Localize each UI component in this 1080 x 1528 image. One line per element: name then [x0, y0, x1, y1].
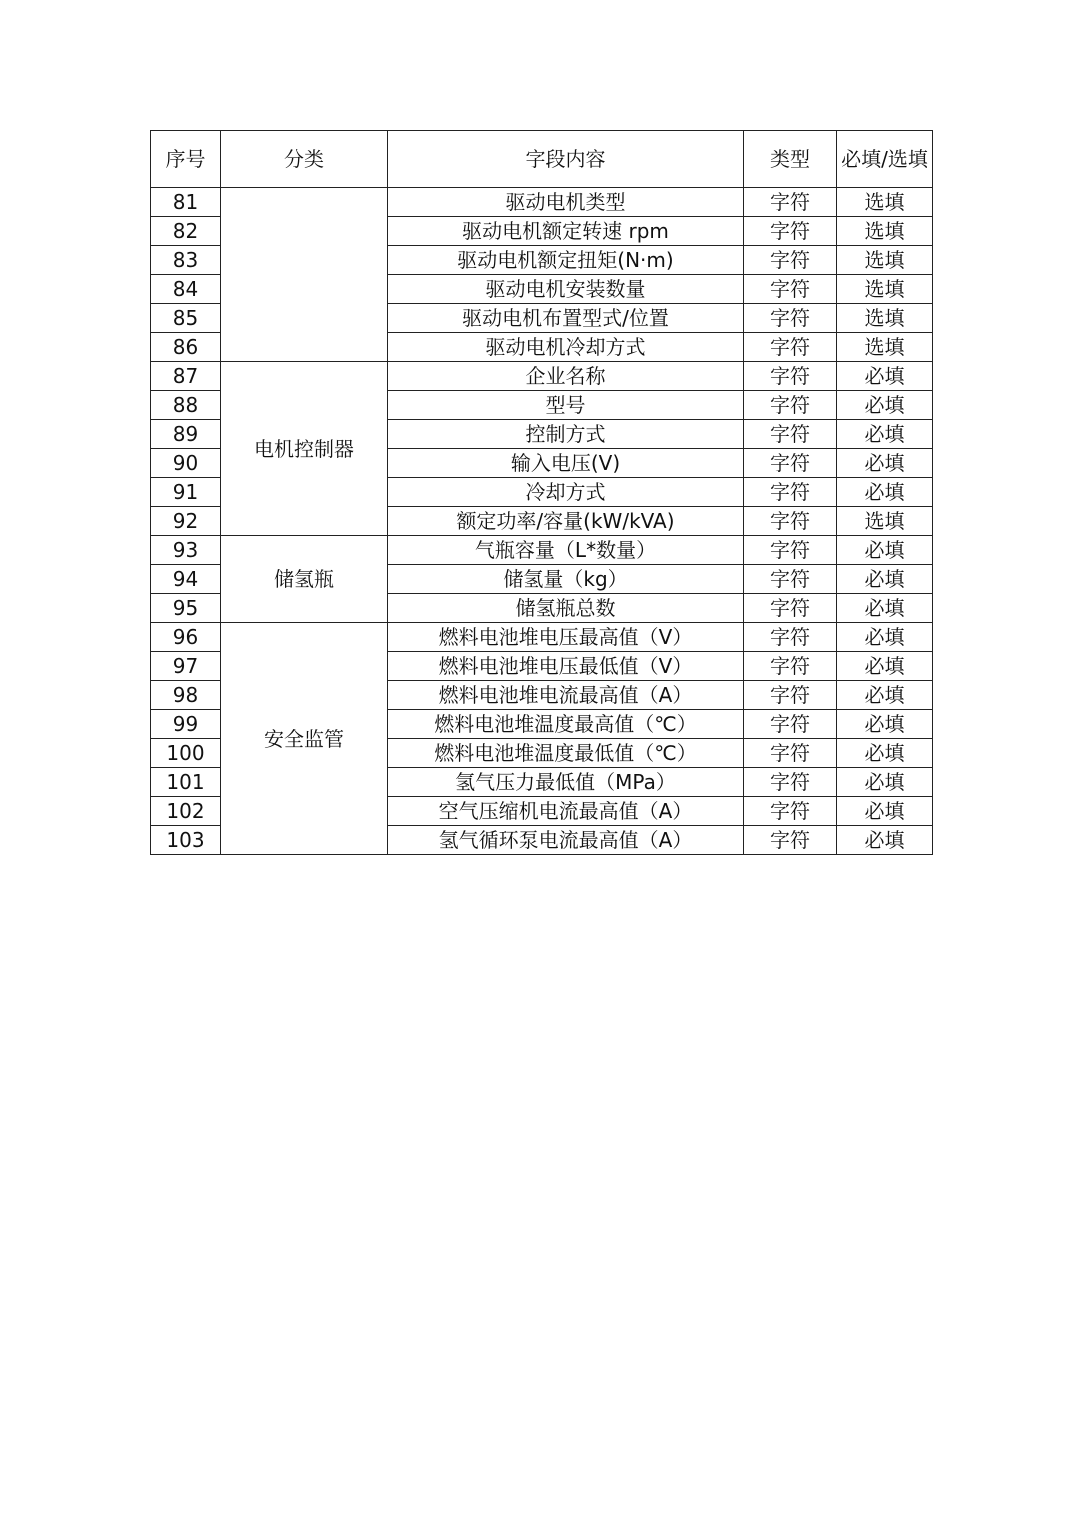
field-spec-table: [150, 130, 933, 855]
field-content: 型号: [388, 391, 744, 420]
field-content: 氢气压力最低值（MPa）: [388, 768, 744, 797]
header-type: 类型: [744, 131, 837, 188]
field-required: 必填: [837, 826, 933, 855]
field-type: 字符: [744, 565, 837, 594]
field-type: 字符: [744, 478, 837, 507]
table-header-row: [151, 131, 933, 188]
field-required: 必填: [837, 362, 933, 391]
field-required: 必填: [837, 710, 933, 739]
row-number: 98: [151, 681, 221, 710]
field-required: 必填: [837, 391, 933, 420]
row-number: 86: [151, 333, 221, 362]
field-content: 燃料电池堆电压最低值（V）: [388, 652, 744, 681]
field-content: 控制方式: [388, 420, 744, 449]
field-content: 储氢瓶总数: [388, 594, 744, 623]
field-type: 字符: [744, 623, 837, 652]
table-row: [151, 623, 933, 652]
field-required: 必填: [837, 681, 933, 710]
field-required: 选填: [837, 333, 933, 362]
row-number: 88: [151, 391, 221, 420]
field-required: 选填: [837, 507, 933, 536]
row-number: 101: [151, 768, 221, 797]
row-number: 97: [151, 652, 221, 681]
field-required: 选填: [837, 246, 933, 275]
field-required: 必填: [837, 797, 933, 826]
row-number: 85: [151, 304, 221, 333]
category-cell: 安全监管: [221, 623, 388, 855]
field-type: 字符: [744, 507, 837, 536]
field-required: 必填: [837, 594, 933, 623]
header-no: 序号: [151, 131, 221, 188]
field-type: 字符: [744, 449, 837, 478]
field-content: 企业名称: [388, 362, 744, 391]
row-number: 87: [151, 362, 221, 391]
category-cell: 电机控制器: [221, 362, 388, 536]
category-cell: [221, 188, 388, 362]
row-number: 94: [151, 565, 221, 594]
field-content: 燃料电池堆温度最低值（℃）: [388, 739, 744, 768]
field-type: 字符: [744, 710, 837, 739]
field-content: 冷却方式: [388, 478, 744, 507]
row-number: 99: [151, 710, 221, 739]
field-content: 输入电压(V): [388, 449, 744, 478]
row-number: 82: [151, 217, 221, 246]
field-required: 必填: [837, 623, 933, 652]
field-content: 驱动电机类型: [388, 188, 744, 217]
field-required: 必填: [837, 536, 933, 565]
row-number: 103: [151, 826, 221, 855]
field-content: 驱动电机安装数量: [388, 275, 744, 304]
field-required: 必填: [837, 652, 933, 681]
field-required: 必填: [837, 739, 933, 768]
field-content: 燃料电池堆电压最高值（V）: [388, 623, 744, 652]
field-type: 字符: [744, 652, 837, 681]
field-type: 字符: [744, 681, 837, 710]
field-type: 字符: [744, 739, 837, 768]
table-row: [151, 536, 933, 565]
row-number: 81: [151, 188, 221, 217]
row-number: 90: [151, 449, 221, 478]
field-type: 字符: [744, 826, 837, 855]
category-cell: 储氢瓶: [221, 536, 388, 623]
field-content: 额定功率/容量(kW/kVA): [388, 507, 744, 536]
field-type: 字符: [744, 275, 837, 304]
field-type: 字符: [744, 333, 837, 362]
row-number: 84: [151, 275, 221, 304]
header-required: 必填/选填: [837, 131, 933, 188]
table-row: [151, 362, 933, 391]
field-content: 驱动电机布置型式/位置: [388, 304, 744, 333]
row-number: 102: [151, 797, 221, 826]
field-content: 驱动电机额定扭矩(N·m): [388, 246, 744, 275]
field-type: 字符: [744, 188, 837, 217]
field-content: 燃料电池堆温度最高值（℃）: [388, 710, 744, 739]
row-number: 91: [151, 478, 221, 507]
field-type: 字符: [744, 420, 837, 449]
field-required: 选填: [837, 275, 933, 304]
header-category: 分类: [221, 131, 388, 188]
header-field: 字段内容: [388, 131, 744, 188]
row-number: 95: [151, 594, 221, 623]
row-number: 93: [151, 536, 221, 565]
row-number: 96: [151, 623, 221, 652]
field-type: 字符: [744, 391, 837, 420]
field-content: 储氢量（kg）: [388, 565, 744, 594]
field-content: 驱动电机额定转速 rpm: [388, 217, 744, 246]
row-number: 92: [151, 507, 221, 536]
field-content: 氢气循环泵电流最高值（A）: [388, 826, 744, 855]
field-required: 必填: [837, 478, 933, 507]
field-content: 空气压缩机电流最高值（A）: [388, 797, 744, 826]
row-number: 89: [151, 420, 221, 449]
table-row: [151, 188, 933, 217]
field-type: 字符: [744, 536, 837, 565]
field-required: 必填: [837, 768, 933, 797]
field-required: 必填: [837, 565, 933, 594]
field-type: 字符: [744, 797, 837, 826]
row-number: 100: [151, 739, 221, 768]
field-required: 必填: [837, 420, 933, 449]
field-type: 字符: [744, 246, 837, 275]
field-type: 字符: [744, 304, 837, 333]
field-content: 气瓶容量（L*数量）: [388, 536, 744, 565]
row-number: 83: [151, 246, 221, 275]
field-type: 字符: [744, 594, 837, 623]
field-type: 字符: [744, 217, 837, 246]
field-required: 选填: [837, 188, 933, 217]
field-content: 驱动电机冷却方式: [388, 333, 744, 362]
field-type: 字符: [744, 362, 837, 391]
field-content: 燃料电池堆电流最高值（A）: [388, 681, 744, 710]
field-required: 必填: [837, 449, 933, 478]
field-type: 字符: [744, 768, 837, 797]
table-body: [151, 188, 933, 855]
field-required: 选填: [837, 217, 933, 246]
field-required: 选填: [837, 304, 933, 333]
